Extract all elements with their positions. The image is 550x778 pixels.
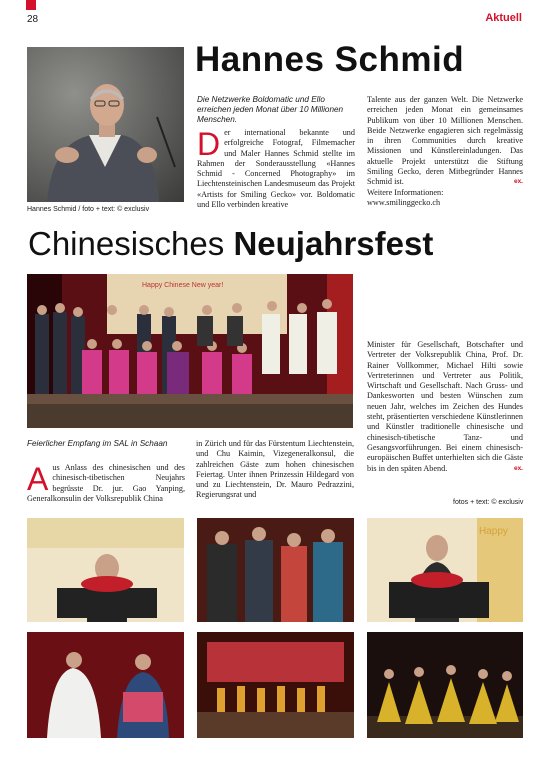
photo-credit: fotos + text: © exclusiv	[453, 499, 524, 506]
thumbnail-speaker-woman	[27, 518, 184, 622]
group-photo	[27, 274, 353, 428]
section-label: Aktuell	[485, 12, 522, 24]
website-link[interactable]: www.smilinggecko.ch	[367, 197, 441, 207]
thumbnail-singers	[27, 632, 184, 738]
article2-signature: ex.	[513, 464, 523, 472]
article-column-2	[367, 95, 523, 208]
happy-sign: Happy	[479, 526, 508, 537]
thumbnail-dance-group	[367, 632, 523, 738]
article-lead: Die Netzwerke Boldomatic und Ello erreichen jeden Monat über 10 Millionen Menschen.	[197, 95, 344, 124]
article2-column-1	[27, 463, 185, 504]
article2-column-3	[367, 340, 523, 474]
drop-cap: D	[197, 126, 221, 162]
article2-title	[28, 225, 433, 263]
drop-cap-a: A	[27, 461, 49, 497]
happy-new-year-banner: Happy Chinese New year!	[142, 282, 224, 289]
page-number: 28	[27, 14, 39, 25]
article2-col1-text: us Anlass des chinesischen und des chinesisch-tibetischen Neujahrs begrüsste Dr. jur. Gao Yanping, Generalkonsulin der Volksrepublik China	[27, 463, 185, 503]
thumbnail-speaker-man	[367, 518, 523, 622]
event-caption: Feierlicher Empfang im SAL in Schaan	[27, 439, 168, 448]
column-2-text: Talente aus der ganzen Welt. Die Netzwerke erreichen jeden Monat ein gemeinsames Publikum von über 10 Millionen Menschen. Beide Netzwerke engagieren sich regelmässig in ihren Communities durch kreative Missionen und Künstlereinladungen. Das aktuelle Projekt unterstützt die Stiftung Smiling Gecko, deren Mitbegründer Hannes Schmid ist.	[367, 95, 523, 187]
thumbnail-guests	[197, 518, 354, 622]
photo-caption: Hannes Schmid / foto + text: © exclusiv	[27, 206, 150, 213]
title-bold: Neujahrsfest	[233, 225, 434, 262]
thumbnail-dancers-stage	[197, 632, 354, 738]
article-column-1	[197, 128, 355, 210]
title-light: Chinesisches	[28, 225, 225, 262]
column-1-text: er international bekannte und erfolgreiche Fotograf, Filmemacher und Maler Hannes Schmid stellte im Rahmen der Sonderausstellung «Hannes Schmid - Concerned Photography» im Liechtensteinischen Landesmuseum das Projekt «Artists for Smiling Gecko» vor. Boldomatic und Ello verbinden kreative	[197, 128, 355, 210]
article2-col2-text: in Zürich und für das Fürstentum Liechtenstein, und Chu Kaimin, Vizegeneralkonsul, die zahlreichen Gäste zum hohen chinesischen Feiertag. Unter ihnen Prinzessin Hildegard von und zu Liechtenstein, Dr. Mauro Pedrazzini, Regierungsrat und	[196, 439, 354, 500]
hannes-schmid-photo	[27, 47, 184, 202]
more-info-label: Weitere Informationen:	[367, 187, 444, 197]
article-title: Hannes Schmid	[195, 40, 465, 79]
article2-col3-text: Minister für Gesellschaft, Botschafter und Vertreter der Volksrepublik China, Prof. Dr. Rainer Vollkommer, Michael Hilti sowie Vertreterinnen und Vertreter aus Politik, Wirtschaft und Gesellschaft. Nach Gruss- und Dankesworten und besten Wünschen zum neuen Jahr, welches im Zeichen des Hundes steht, präsentierten verschiedene Künstlerinnen und Künstler traditionelle chinesische und chinesisch-tibetische Tanz- und Gesangsvorführungen. Bei einem chinesisch-europäischen Buffet unterhielten sich die Gäste bis in den späten Abend.	[367, 340, 523, 473]
article2-column-2	[196, 439, 354, 501]
author-signature: ex.	[513, 178, 523, 186]
page-marker	[26, 0, 36, 10]
